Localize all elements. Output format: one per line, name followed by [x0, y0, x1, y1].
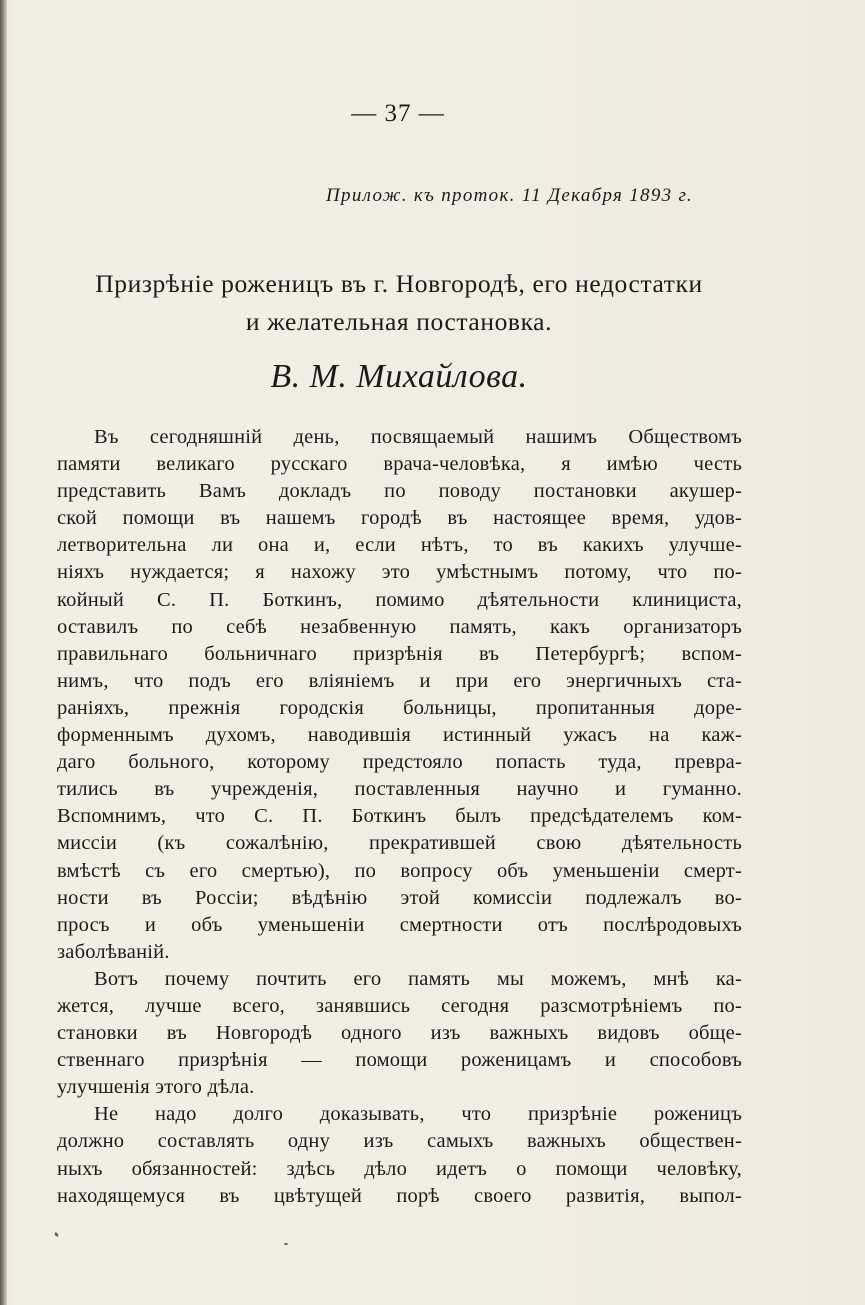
author-name: В. М. Михайлова. — [270, 358, 528, 395]
text-line: нимъ, что подъ его вліяніемъ и при его энергичныхъ ста- — [57, 669, 742, 692]
ink-speck — [54, 1232, 59, 1238]
ink-speck — [284, 1243, 288, 1245]
text-line: улучшенія этого дѣла. — [57, 1076, 255, 1099]
text-line: жется, лучше всего, занявшись сегодня разсмотрѣніемъ по- — [57, 994, 742, 1017]
text-line: раніяхъ, прежнія городскія больницы, пропитанныя доре- — [57, 696, 742, 719]
article-body — [57, 424, 742, 1210]
text-line: вмѣстѣ съ его смертью), по вопросу объ уменьшеніи смерт- — [57, 859, 742, 882]
text-line: летворительна ли она и, если нѣтъ, то въ какихъ улучше- — [57, 534, 742, 557]
text-line: представить Вамъ докладъ по поводу постановки акушер- — [57, 480, 742, 503]
text-line: миссіи (къ сожалѣнію, прекратившей свою дѣятельность — [57, 832, 742, 855]
text-line: заболѣваній. — [57, 940, 170, 963]
text-line: становки въ Новгородѣ одного изъ важныхъ видовъ обще- — [57, 1022, 742, 1045]
page-number: — 37 — — [351, 100, 445, 127]
text-line: Не надо долго доказывать, что призрѣніе роженицъ — [94, 1103, 742, 1126]
appendix-note: Прилож. къ протoк. 11 Декабря 1893 г. — [326, 185, 693, 206]
text-line: ской помощи въ нашемъ городѣ въ настоящее время, удов- — [57, 507, 742, 530]
text-line: форменнымъ духомъ, наводившія истинный ужасъ на каж- — [57, 724, 742, 747]
text-line: койный С. П. Боткинъ, помимо дѣятельности клинициста, — [57, 588, 742, 611]
text-line: Вотъ почему почтить его память мы можемъ, мнѣ ка- — [94, 967, 742, 990]
text-line: просъ и объ уменьшеніи смертности отъ послѣродовыхъ — [57, 913, 742, 936]
text-line: ности въ Россіи; вѣдѣнію этой комиссіи подлежалъ во- — [57, 886, 742, 909]
text-line: ніяхъ нуждается; я нахожу это умѣстнымъ потому, что по- — [57, 561, 742, 584]
article-title-line-2: и желательная постановка. — [245, 307, 553, 336]
text-line: оставилъ по себѣ незабвенную память, какъ организаторъ — [57, 615, 742, 638]
text-line: тились въ учрежденія, поставленныя научно и гуманно. — [57, 778, 742, 801]
article-title-line-1: Призрѣніе рожeницъ въ г. Новгородѣ, его недостатки — [95, 269, 703, 298]
text-line: должно составлять одну изъ самыхъ важныхъ обществен- — [57, 1130, 742, 1153]
text-line: памяти великаго русскаго врача-человѣка, я имѣю честь — [57, 453, 742, 476]
text-line: Въ сегодняшній день, посвящаемый нашимъ Обществомъ — [94, 426, 742, 448]
text-line: Вспомнимъ, что С. П. Боткинъ былъ предсѣдателемъ ком- — [57, 805, 742, 828]
text-line: ныхъ обязанностей: здѣсь дѣло идетъ о помощи человѣку, — [57, 1157, 742, 1180]
text-line: находящемуся въ цвѣтущей порѣ своего развитія, выпол- — [57, 1184, 742, 1207]
article-title — [48, 265, 750, 341]
text-line: ственнаго призрѣнія — помощи роженицамъ и способовъ — [57, 1049, 742, 1072]
text-line: даго больного, которому предстояло попасть туда, превра- — [57, 751, 742, 774]
text-line: правильнаго больничнаго призрѣнія въ Петербургѣ; вспом- — [57, 642, 742, 665]
